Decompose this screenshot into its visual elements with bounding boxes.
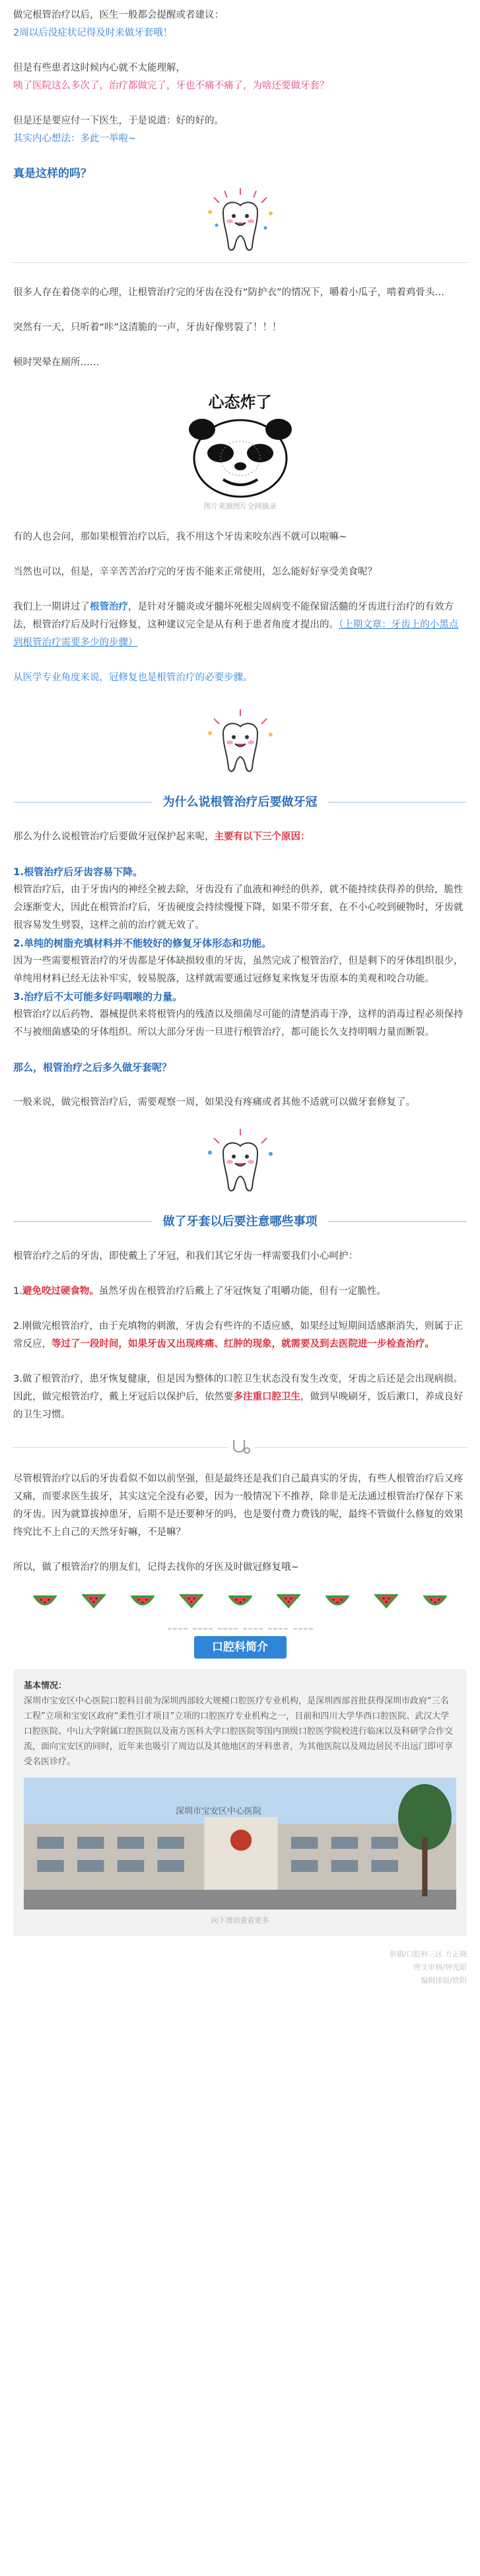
reason-1-body: 根管治疗后，由于牙齿内的神经全被去除，牙齿没有了血液和神经的供养，就不能持续获得养的供给，脆性会逐渐变大，因此在根管治疗后，牙齿硬度会持续慢慢下降，如果不带牙套，在不小心咬到硬物时，牙齿就很容易发生劈裂，这样之前的治疗就无效了。	[13, 884, 463, 931]
scroll-hint: 向下滑动查看更多	[211, 1916, 269, 1925]
story-line-1: 很多人存在着侥幸的心理，让根管治疗完的牙齿在没有“防护衣”的情况下，嚼着小瓜子，啃着鸡骨头…	[13, 287, 445, 298]
department-info-box	[13, 1669, 467, 1936]
credit-editor: 编辑排版/欧阳	[421, 1976, 467, 1985]
mid-line-4: 从医学专业角度来说，冠修复也是根管治疗的必要步骤。	[13, 672, 253, 683]
reason-1-heading: 1.根管治疗后牙齿容易下降。	[13, 866, 143, 878]
section-header-why-crown	[13, 789, 467, 815]
watermelon-icon	[326, 1592, 349, 1608]
dashed-separator	[13, 1628, 467, 1629]
meme-title: 心态炸了	[208, 393, 272, 411]
closing-line-1: 尽管根管治疗以后的牙齿看似不如以前坚强，但是最终还是我们自己最真实的牙齿，有些人根管治疗后又疼又痛，而要求医生拔牙，其实这完全没有必要，因为一般情况下不推荐，除非是无法通过根管治疗保存下来的牙齿。因为就算拔掉患牙，后期不是还要种牙的吗，也是要付费力费钱的呢，最终不管做什么修复的效果终究比不上自己的天然牙好嘛，不是嘛？	[13, 1474, 463, 1538]
hospital-photo	[24, 1777, 456, 1910]
watermelon-icon	[423, 1592, 447, 1608]
info-body: 深圳市宝安区中心医院口腔科目前为深圳西部较大规模口腔医疗专业机构，是深圳西部首批获得深圳市政府“三名工程”立项和宝安区政府“柔性引才项目”立项的口腔医疗专业机构之一，目前和四川大学华西口腔医院、武汉大学口腔医院、中山大学附属口腔医院以及南方医科大学口腔医院等国内顶级口腔医学院校进行临床以及科研学合作交流，面向宝安区的同时，近年来也吸引了周边以及其他地区的牙科患者，为其他医院以及周边居民不出远门即可享受名医诊疗。	[24, 1696, 454, 1767]
credits	[0, 1948, 467, 1987]
intro-line-5: 但是还是要应付一下医生，于是说道：好的好的。	[13, 116, 224, 126]
credit-reviewer: 图文审核/钟光昭	[413, 1963, 467, 1972]
watermelon-icon	[131, 1592, 154, 1608]
watermelon-icon	[277, 1592, 300, 1608]
real-heading: 真是这样的吗？	[13, 167, 92, 180]
intro-line-4: 咦了医院这么多次了，治疗都做完了，牙也不痛不痛了，为啥还要做牙套？	[13, 81, 329, 91]
mid-paragraph-3: 我们上一期讲过了根管治疗，是针对牙髓炎或牙髓坏死根尖周病变不能保留活髓的牙齿进行治疗的有效方法，根管治疗后及时行冠修复，这种建议完全是从有利于患者角度才提出的。（上期文章：牙齿上的小黑点到根管治疗需要多少的步骤）	[13, 602, 459, 648]
tooth-mascot-icon	[201, 1126, 280, 1199]
watermelon-icon	[33, 1592, 57, 1608]
stethoscope-divider	[13, 1437, 467, 1457]
info-heading: 基本情况：	[24, 1681, 67, 1691]
section-title: 做了牙套以后要注意哪些事项	[153, 1212, 328, 1229]
section-header-care	[13, 1208, 467, 1234]
stethoscope-icon	[227, 1437, 254, 1457]
why-intro: 那么为什么说根管治疗后要做牙冠保护起来呢，主要有以下三个原因：	[13, 832, 310, 842]
panda-meme-image	[174, 412, 306, 498]
watermelon-icon	[82, 1592, 106, 1608]
dental-intro-button[interactable]: 口腔科简介	[194, 1636, 287, 1659]
care-intro: 根管治疗之后的牙齿，即使戴上了牙冠，和我们其它牙齿一样需要我们小心呵护：	[13, 1251, 358, 1262]
root-canal-highlight: 根管治疗	[90, 602, 128, 612]
story-line-2: 突然有一天，只听着“咔”这清脆的一声，牙齿好像劈裂了！！！	[13, 322, 282, 333]
credit-author: 供稿/口腔科三区 方正晓	[389, 1950, 467, 1958]
care-point-2: 2.刚做完根管治疗，由于充填物的刺激，牙齿会有些许的不适应感，如果经过短期间适感渐消失，则属于正常反应，等过了一段时间，如果牙齿又出现疼痛、红肿的现象，就需要及到去医院进一步检查治疗。	[13, 1321, 463, 1349]
watermelon-icon	[374, 1592, 398, 1608]
care-point-3: 3.做了根管治疗，患牙恢复健康，但是因为整体的口腔卫生状态没有发生改变，牙齿之后还是会出现病损。因此，做完根管治疗，戴上牙冠后以保护后，依然要多注重口腔卫生，做到早晚刷牙，饭后漱口，养成良好的卫生习惯。	[13, 1374, 463, 1420]
intro-line-2: 2周以后没症状记得及时来做牙套哦！	[13, 28, 173, 38]
reason-3-heading: 3.治疗后不太可能多好吗咽喉的力量。	[13, 991, 183, 1003]
reason-2-body: 因为一些需要根管治疗的牙齿都是牙体缺损较重的牙齿，虽然完成了根管治疗，但是剩下的牙体组织很少，单纯用材料已经无法补牢实，较易脱落，这样就需要通过冠修复来恢复牙齿原本的美观和咬合功能。	[13, 956, 463, 984]
timing-body: 一般来说，做完根管治疗后，需要观察一周，如果没有疼痛或者其他不适就可以做牙套修复了。	[13, 1097, 415, 1108]
meme-block	[13, 389, 467, 511]
watermelon-icon	[228, 1592, 252, 1608]
section-title: 为什么说根管治疗后要做牙冠	[153, 793, 328, 810]
tooth-mascot-icon	[201, 707, 280, 779]
hospital-building-image	[24, 1777, 456, 1910]
intro-line-6: 其实内心想法：多此一举啦~	[13, 133, 137, 144]
reason-3-body: 根管治疗以后药物、器械提供来将根管内的残渣以及细菌尽可能的清楚消毒干净，这样的消毒过程必须保持不与被细菌感染的牙体组织。所以大部分牙齿一旦进行根管治疗，都可能长久支持明咽力量而断裂。	[13, 1009, 463, 1038]
mid-line-2: 当然也可以，但是，辛辛苦苦治疗完的牙齿不能来正常使用，怎么能好好享受美食呢？	[13, 567, 377, 577]
intro-line-1: 做完根管治疗以后，医生一般都会提醒或者建议：	[13, 10, 224, 20]
watermelon-icon	[180, 1592, 203, 1608]
tooth-mascot-icon	[201, 186, 280, 258]
divider	[13, 262, 467, 263]
care-point-1: 1.避免咬过硬食物。虽然牙齿在根管治疗后戴上了牙冠恢复了咀嚼功能，但有一定脆性。	[13, 1286, 386, 1297]
mid-line-1: 有的人也会问，那如果根管治疗以后，我不用这个牙齿来咬东西不就可以啦嘛~	[13, 532, 347, 542]
timing-heading: 那么，根管治疗之后多久做牙套呢？	[13, 1061, 172, 1073]
intro-line-3: 但是有些患者这时候内心就不太能理解，	[13, 63, 186, 73]
closing-line-2: 所以，做了根管治疗的朋友们，记得去找你的牙医及时做冠修复哦~	[13, 1562, 299, 1573]
watermelon-row	[13, 1592, 467, 1608]
previous-article-link[interactable]: （上期文章：牙齿上的小黑点到根管治疗需要多少的步骤）	[13, 620, 459, 648]
meme-caption: 图片来源图片全网摘录	[203, 502, 277, 511]
story-line-3: 顿时哭晕在厕所……	[13, 357, 100, 368]
reason-2-heading: 2.单纯的树脂充填材料并不能较好的修复牙体形态和功能。	[13, 937, 272, 949]
hospital-sign: 深圳市宝安区中心医院	[176, 1807, 262, 1816]
